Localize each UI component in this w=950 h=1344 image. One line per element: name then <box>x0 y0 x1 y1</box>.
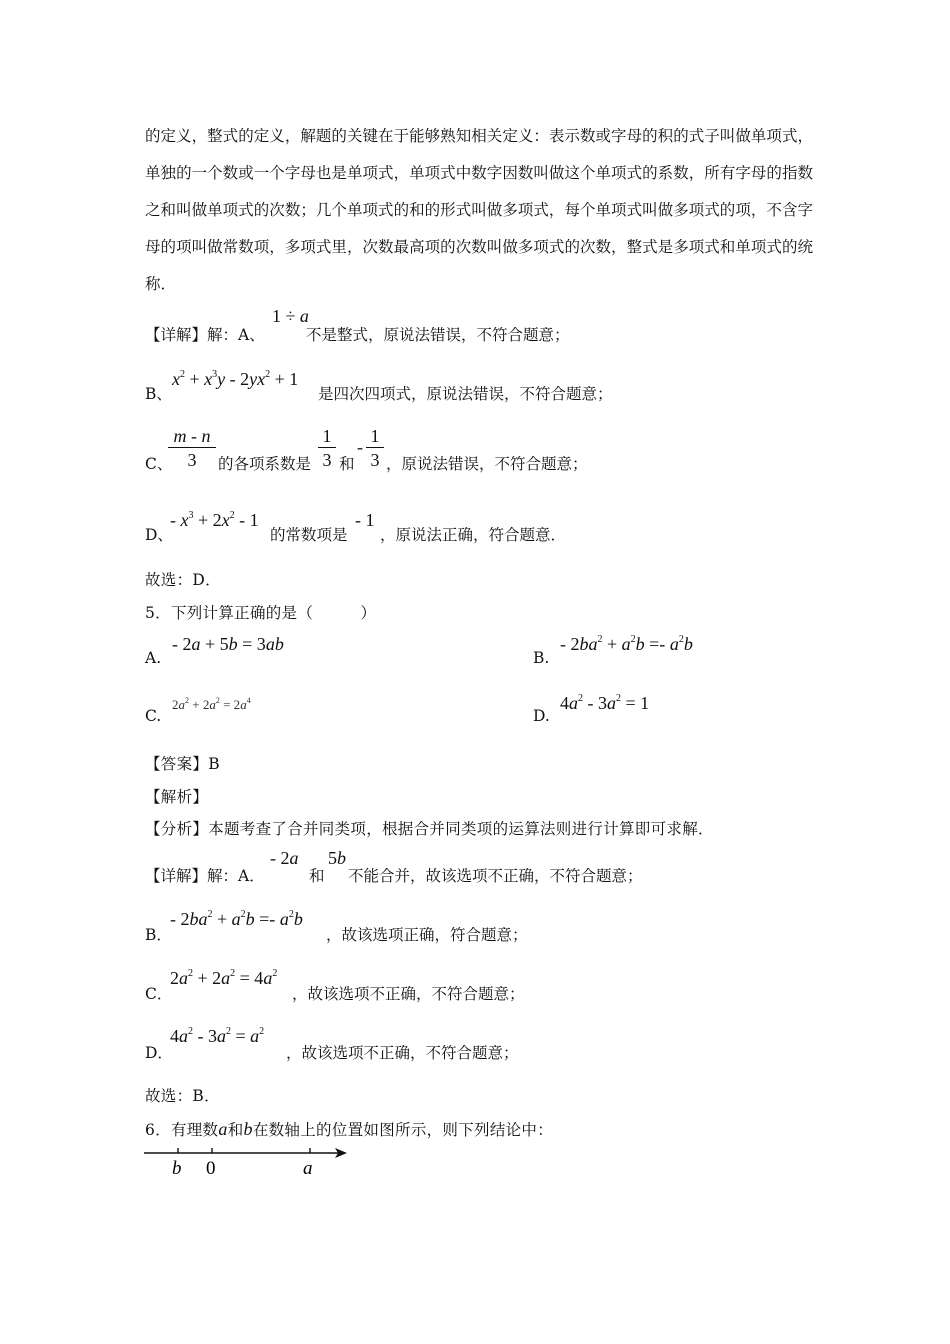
intro-paragraph: 的定义，整式的定义，解题的关键在于能够熟知相关定义：表示数或字母的积的式子叫做单项式，单独的一个数或一个字母也是单项式，单项式中数字因数叫做这个单项式的系数，所有字母的指数之和叫做单项式的次数；几个单项式的和的形式叫做多项式，每个单项式叫做多项式的项，不含字母的项叫做常数项，多项式里，次数最高项的次数叫做多项式的次数，整式是多项式和单项式的统称． <box>145 127 813 293</box>
q4-c-one-third-den: 3 <box>322 450 332 470</box>
q5-detail-d-text: ，故该选项不正确，不符合题意； <box>286 1044 519 1062</box>
q4-c-neg-one-third-num: 1 <box>366 425 384 448</box>
q5-detail-b-math: - $2ba^2 + a^2b =- a^2b$ <box>170 909 303 929</box>
q5-choice: 故选：B． <box>145 1087 220 1105</box>
q5-analysis-label: 【解析】 <box>145 788 209 806</box>
q4-c-fraction <box>168 425 216 472</box>
q4-d-math: - $x^3 + 2x^2 - 1$ <box>170 510 259 530</box>
q6-stem-b: b <box>243 1119 253 1139</box>
q4-detail-c-and: 和 <box>339 455 355 473</box>
q5-detail-a-text: 不能合并，故该选项不正确，不符合题意； <box>348 867 643 885</box>
q4-c-one-third-num: 1 <box>318 425 336 448</box>
q5-option-b-label: B. <box>533 649 550 667</box>
q5-detail-a-math2: 5b <box>328 848 346 868</box>
q5-option-c-label: C. <box>145 707 162 725</box>
q4-c-minus: - <box>357 437 363 457</box>
q5-detail-c-text: ，故该选项不正确，不符合题意； <box>292 985 525 1003</box>
q5-answer: 【答案】B <box>145 755 220 773</box>
q6-stem-a: a <box>218 1119 228 1139</box>
q5-option-a-label: A. <box>145 649 162 667</box>
q5-detail-a-and: 和 <box>309 867 325 885</box>
q4-detail-c-text2: ，原说法错误，不符合题意； <box>386 455 588 473</box>
q4-choice: 故选：D． <box>145 571 221 589</box>
q4-detail-c-prefix: C、 <box>145 455 173 473</box>
q6-stem <box>145 1118 553 1140</box>
q5-detail-a-math1: - 2a <box>270 848 299 868</box>
q5-detail-d-math: $4a^2 - 3a^2 = a^2$ <box>170 1026 265 1046</box>
q4-c-fraction-numerator: m - n <box>168 425 216 448</box>
q4-detail-d-text2: ，原说法正确，符合题意． <box>380 526 567 544</box>
q6-stem-suffix: 在数轴上的位置如图所示，则下列结论中： <box>252 1121 554 1139</box>
q4-b-math: $x^2 + x^3y - 2yx^2 + 1$ <box>172 369 299 389</box>
q6-stem-and: 和 <box>227 1121 244 1139</box>
q4-c-one-third <box>318 425 336 472</box>
q5-option-a-math: - 2a + 5b = 3ab <box>172 634 284 654</box>
q5-option-d-label: D. <box>533 707 550 725</box>
q4-a-math: 1 ÷ a <box>272 306 309 326</box>
q5-detail-b-text: ，故该选项正确，符合题意； <box>326 926 528 944</box>
q5-detail-c-prefix: C． <box>145 985 173 1003</box>
q4-c-neg-one-third <box>366 425 384 472</box>
q5-detail-d-prefix: D． <box>145 1044 173 1062</box>
q5-stem: 5．下列计算正确的是（ ） <box>145 604 377 622</box>
q5-detail-a-prefix: 【详解】解：A． <box>145 867 265 885</box>
label-b: b <box>172 1158 182 1179</box>
label-zero: 0 <box>206 1158 216 1179</box>
q5-option-d-math: $4a^2 - 3a^2 = 1$ <box>560 693 650 713</box>
q4-detail-b-text: 是四次四项式，原说法错误，不符合题意； <box>318 385 613 403</box>
q5-option-c-math: $2a^2 + 2a^2 = 2a^4$ <box>172 696 251 712</box>
q4-detail-c-text1: 的各项系数是 <box>218 455 312 473</box>
q4-detail-a-prefix: 【详解】解：A、 <box>145 326 265 344</box>
q4-c-fraction-denominator: 3 <box>187 450 197 470</box>
q4-detail-b-prefix: B、 <box>145 385 172 403</box>
q4-d-const: - 1 <box>355 510 375 530</box>
q4-detail-d-prefix: D、 <box>145 526 173 544</box>
q6-stem-prefix: 6．有理数 <box>145 1121 219 1139</box>
q5-option-b-math: - $2ba^2 + a^2b =- a^2b$ <box>560 634 693 654</box>
q4-c-neg-one-third-den: 3 <box>370 450 380 470</box>
number-line-figure <box>140 1140 360 1185</box>
q4-detail-d-text1: 的常数项是 <box>270 526 348 544</box>
q4-detail-a-text: 不是整式，原说法错误，不符合题意； <box>306 326 570 344</box>
q5-analysis: 【分析】本题考查了合并同类项，根据合并同类项的运算法则进行计算即可求解． <box>145 820 714 838</box>
label-a: a <box>303 1158 313 1179</box>
q5-detail-c-math: $2a^2 + 2a^2 = 4a^2$ <box>170 968 278 988</box>
q5-detail-b-prefix: B． <box>145 926 172 944</box>
